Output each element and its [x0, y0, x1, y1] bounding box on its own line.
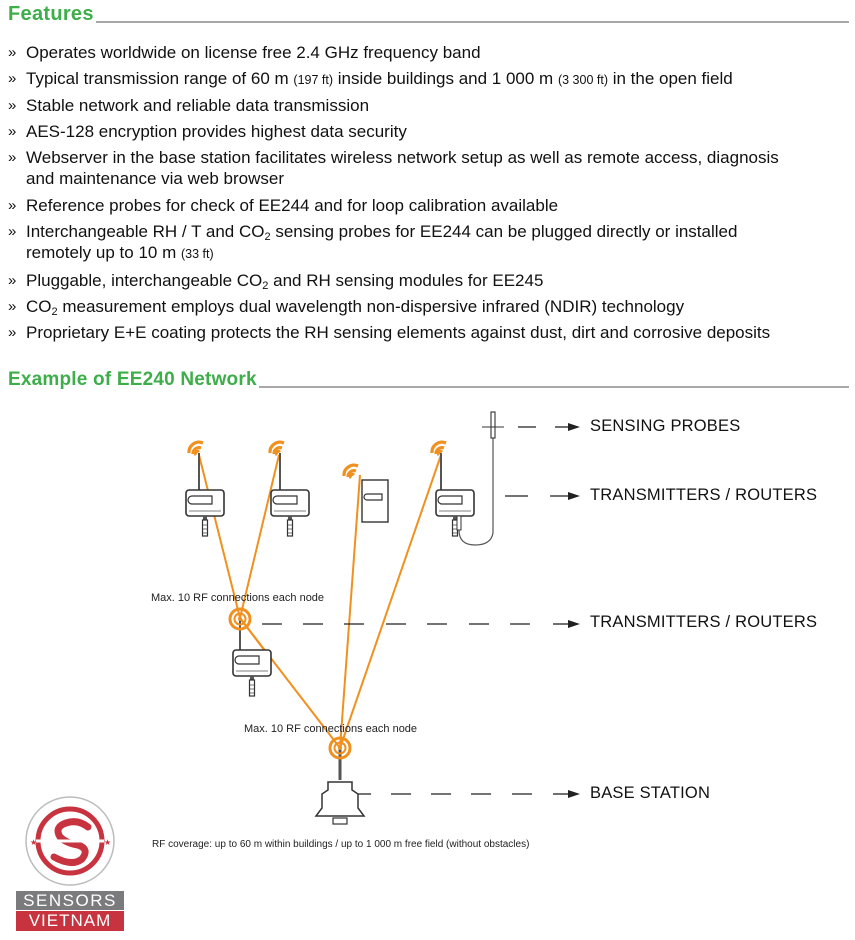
note-max-connections: Max. 10 RF connections each node — [244, 723, 418, 735]
leader-lines — [262, 427, 568, 794]
bullet-icon: » — [8, 223, 17, 240]
arrow-right-icon — [568, 492, 580, 500]
logo-word-vietnam: VIETNAM — [16, 911, 124, 931]
feature-item: » AES-128 encryption provides highest data security — [8, 119, 848, 145]
bullet-icon: » — [8, 298, 17, 315]
bullet-icon: » — [8, 97, 17, 114]
feature-item: » Stable network and reliable data transmission — [8, 93, 848, 119]
sensors-vietnam-logo — [16, 795, 128, 933]
label-sensing-probes: SENSING PROBES — [590, 417, 741, 435]
feature-item: » Typical transmission range of 60 m (197 ft) inside buildings and 1 000 m (3 300 ft) in the open field — [8, 66, 848, 93]
feature-item: » Reference probes for check of EE244 and for loop calibration available — [8, 193, 848, 219]
rf-link — [340, 475, 360, 748]
bullet-icon: » — [8, 324, 17, 341]
sensing-probe-device — [482, 412, 504, 438]
wifi-signal-icon — [432, 442, 446, 455]
note-max-connections: Max. 10 RF connections each node — [151, 592, 325, 604]
router-device — [186, 453, 224, 536]
wall-transmitter-device — [362, 480, 388, 522]
logo-word-sensors: SENSORS — [16, 891, 124, 910]
bullet-icon: » — [8, 197, 17, 214]
bullet-icon: » — [8, 149, 17, 166]
heading-rule — [259, 386, 849, 388]
rf-link — [340, 455, 441, 748]
label-base-station: BASE STATION — [590, 784, 711, 802]
feature-item: » $CO_2$ measurement employs dual wavelength non-dispersive infrared (NDIR) technology — [8, 294, 848, 320]
network-heading — [8, 370, 849, 389]
feature-item: » Pluggable, interchangeable $CO_2$ and RH sensing modules for EE245 — [8, 268, 848, 294]
router-device — [436, 428, 493, 545]
wifi-signal-icon — [344, 465, 358, 478]
svg-text:★: ★ — [30, 838, 38, 847]
feature-item: » Webserver in the base station facilitates wireless network setup as well as remote access, diagnosis and maintenance via web browser — [8, 145, 848, 190]
bullet-icon: » — [8, 272, 17, 289]
router-device — [233, 620, 271, 696]
label-transmitters-routers-mid: TRANSMITTERS / ROUTERS — [590, 613, 818, 631]
bullet-icon: » — [8, 70, 17, 87]
arrow-right-icon — [568, 620, 580, 628]
network-title: Example of EE240 Network — [8, 369, 257, 390]
arrow-right-icon — [568, 790, 580, 798]
wifi-signal-icon — [189, 442, 203, 455]
arrow-heads — [568, 423, 580, 798]
arrow-right-icon — [568, 423, 580, 431]
feature-item: » Operates worldwide on license free 2.4 GHz frequency band — [8, 40, 848, 66]
svg-text:★: ★ — [104, 838, 112, 847]
note-rf-coverage: RF coverage: up to 60 m within buildings / up to 1 000 m free field (without obstacles) — [152, 839, 530, 850]
heading-rule — [96, 21, 849, 23]
feature-item: » Interchangeable RH / T and $CO_2$ sensing probes for EE244 can be plugged directly or installed remotely up to 10 m (33 ft) — [8, 219, 848, 265]
label-transmitters-routers-top: TRANSMITTERS / ROUTERS — [590, 486, 818, 504]
features-heading — [8, 4, 849, 24]
features-list — [8, 40, 848, 346]
wifi-signal-icon — [270, 442, 284, 455]
feature-item: » Proprietary E+E coating protects the RH sensing elements against dust, dirt and corrosive deposits — [8, 320, 848, 346]
features-title: Features — [8, 3, 94, 25]
logo-emblem-icon — [16, 795, 124, 889]
bullet-icon: » — [8, 123, 17, 140]
bullet-icon: » — [8, 44, 17, 61]
